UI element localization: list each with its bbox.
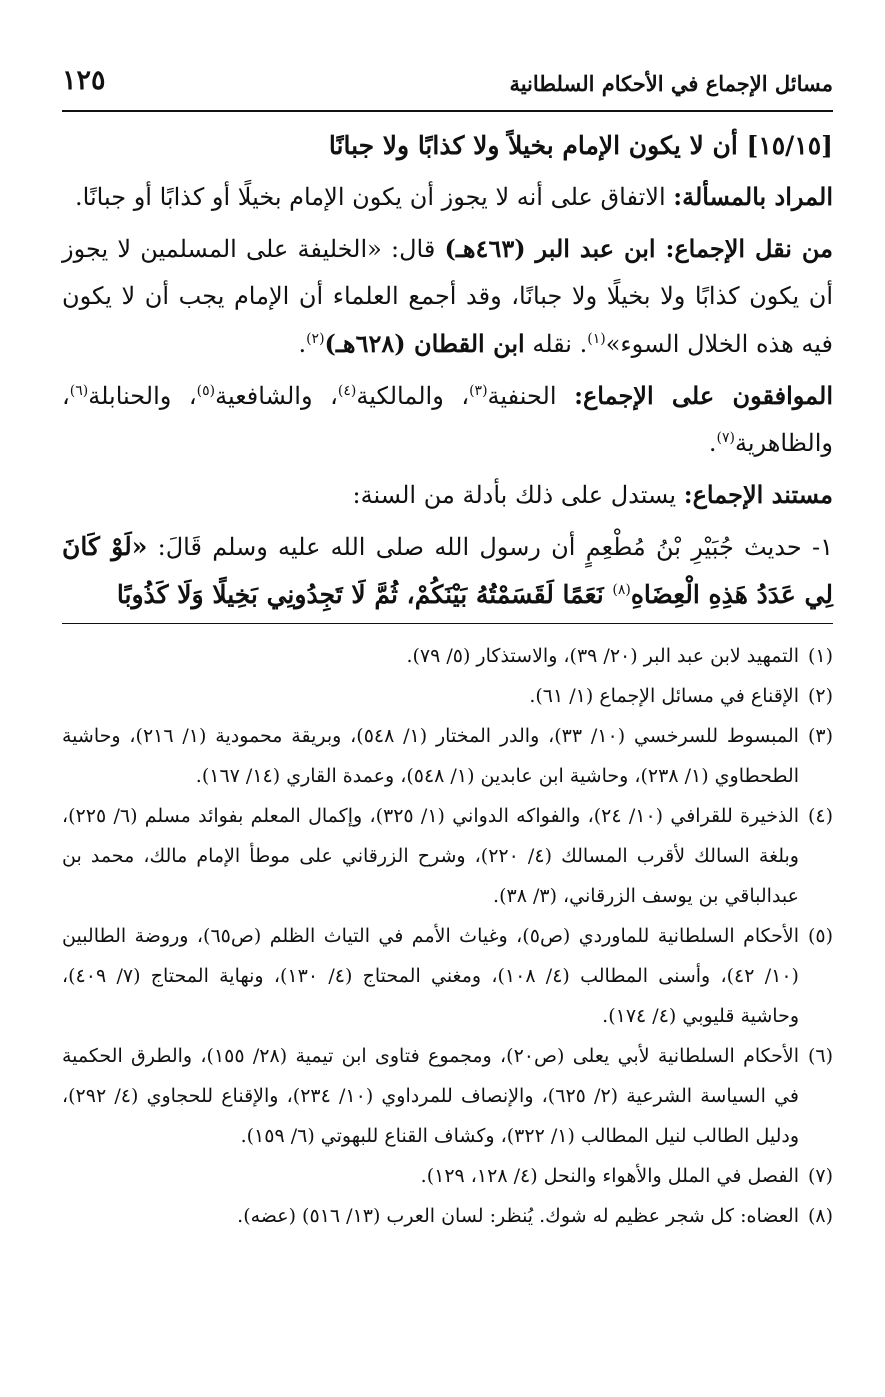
agreers-maliki: ، والمالكية (356, 382, 470, 410)
header-rule (62, 110, 833, 112)
footnote-mark-5: (٥) (196, 383, 216, 399)
footnote-text: العضاه: كل شجر عظيم له شوك. يُنظر: لسان العرب (١٣/ ٥١٦) (عضه). (237, 1205, 799, 1227)
transmission-quote: قال: «الخليفة على المسلمين لا يجوز أن يكون كذابًا ولا بخيلًا ولا جبانًا، وقد أجمع العلماء أن الإمام يجب أن لا يكون فيه هذه الخلال السوء» (62, 235, 833, 358)
footnote-3 (62, 716, 833, 796)
footnote-number: (٣) (807, 725, 833, 747)
footnote-mark-1: (١) (587, 331, 606, 347)
transmission-author: ابن عبد البر (٤٦٣هـ) (444, 234, 666, 263)
agreers-label: الموافقون على الإجماع: (574, 381, 834, 410)
meaning-text: الاتفاق على أنه لا يجوز أن يكون الإمام بخيلًا أو كذابًا أو جبانًا. (75, 183, 674, 211)
transmission-tail: . نقله (524, 330, 588, 358)
footnotes (62, 636, 833, 1236)
footnote-number: (٧) (807, 1165, 833, 1187)
footnote-number: (١) (807, 645, 833, 667)
hadith-intro: ١- حديث جُبَيْرِ بْنُ مُطْعِمٍ أن رسول الله صلى الله عليه وسلم قَالَ: (147, 533, 833, 561)
footnote-6 (62, 1036, 833, 1156)
basis-paragraph (62, 471, 833, 519)
issue-heading: [١٥/١٥] أن لا يكون الإمام بخيلاً ولا كذابًا ولا جبانًا (328, 131, 833, 160)
footnote-8 (62, 1196, 833, 1236)
footnote-rule (62, 623, 833, 624)
footnote-number: (٥) (807, 925, 833, 947)
agreers-hanbali: ، والحنابلة (88, 382, 197, 410)
footnote-1 (62, 636, 833, 676)
footnote-mark-2: (٢) (306, 331, 325, 347)
footnote-text: الفصل في الملل والأهواء والنحل (٤/ ١٢٨، ١٢٩). (420, 1165, 799, 1187)
footnote-text: الذخيرة للقرافي (١٠/ ٢٤)، والفواكه الدواني (١/ ٣٢٥)، وإكمال المعلم بفوائد مسلم (٦/ ٢٢٥)، وبلغة السالك لأقرب المسالك (٤/ ٢٢٠)، وشرح الزرقاني على موطأ الإمام مالك، محمد بن عبدالباقي بن يوسف الزرقاني، (٣/ ٣٨). (62, 805, 799, 907)
running-head (62, 62, 833, 96)
hadith-text-2: نَعَمًا لَقَسَمْتُهُ بَيْنَكُمْ، ثُمَّ لَا تَجِدُونِي بَخِيلًا وَلَا كَذُوبًا (116, 580, 613, 609)
footnote-mark-4: (٤) (337, 383, 357, 399)
footnote-text: الأحكام السلطانية للماوردي (ص٥)، وغياث الأمم في التياث الظلم (ص٦٥)، وروضة الطالبين (١٠/ ٤٢)، وأسنى المطالب (٤/ ١٠٨)، ومغني المحتاج (٤/ ١٣٠)، ونهاية المحتاج (٧/ ٤٠٩)، وحاشية قليوبي (٤/ ١٧٤). (62, 925, 800, 1027)
footnote-mark-8: (٨) (612, 582, 631, 598)
footnote-number: (٢) (807, 685, 833, 707)
agreers-shafii: ، والشافعية (215, 382, 338, 410)
footnote-mark-6: (٦) (69, 383, 89, 399)
footnote-text: التمهيد لابن عبد البر (٢٠/ ٣٩)، والاستذكار (٥/ ٧٩). (406, 645, 799, 667)
footnote-7 (62, 1156, 833, 1196)
hadith-paragraph (62, 523, 833, 619)
page-number: ١٢٥ (62, 65, 106, 96)
agreers-zahiri: ، والظاهرية (62, 382, 833, 457)
footnote-number: (٦) (807, 1045, 833, 1067)
footnote-text: المبسوط للسرخسي (١٠/ ٣٣)، والدر المختار (١/ ٥٤٨)، وبريقة محمودية (١/ ٢١٦)، وحاشية الطحطاوي (١/ ٢٣٨)، وحاشية ابن عابدين (١/ ٥٤٨)، وعمدة القاري (١٤/ ١٦٧). (62, 725, 799, 787)
main-text (62, 122, 833, 619)
agreers-end: . (708, 429, 717, 457)
basis-text: يستدل على ذلك بأدلة من السنة: (352, 481, 684, 509)
footnote-mark-3: (٣) (469, 383, 488, 399)
transmission-end: . (298, 330, 307, 358)
footnote-5 (62, 916, 833, 1036)
hadith-text-1: «لَوْ كَانَ لِي عَدَدُ هَذِهِ الْعِضَاهِ (62, 532, 833, 609)
running-title: مسائل الإجماع في الأحكام السلطانية (509, 71, 833, 96)
transmission-author-2: ابن القطان (٦٢٨هـ) (324, 329, 525, 358)
footnote-number: (٤) (807, 805, 833, 827)
footnote-number: (٨) (807, 1205, 833, 1227)
meaning-label: المراد بالمسألة: (673, 182, 833, 211)
footnote-4 (62, 796, 833, 916)
basis-label: مستند الإجماع: (683, 480, 833, 509)
transmission-paragraph (62, 225, 833, 368)
footnote-text: الأحكام السلطانية لأبي يعلى (ص٢٠)، ومجموع فتاوى ابن تيمية (٢٨/ ١٥٥)، والطرق الحكمية في السياسة الشرعية (٢/ ٦٢٥)، والإنصاف للمرداوي (١٠/ ٢٣٤)، والإقناع للحجاوي (٤/ ٢٩٢)، ودليل الطالب لنيل المطالب (١/ ٣٢٢)، وكشاف القناع للبهوتي (٦/ ١٥٩). (62, 1045, 799, 1147)
transmission-label: من نقل الإجماع: (665, 234, 833, 263)
footnote-mark-7: (٧) (716, 430, 735, 446)
meaning-paragraph (62, 173, 833, 221)
footnote-2 (62, 676, 833, 716)
agreers-paragraph (62, 372, 833, 467)
agreers-hanafi: الحنفية (487, 382, 575, 410)
footnote-text: الإقناع في مسائل الإجماع (١/ ٦١). (529, 685, 799, 707)
